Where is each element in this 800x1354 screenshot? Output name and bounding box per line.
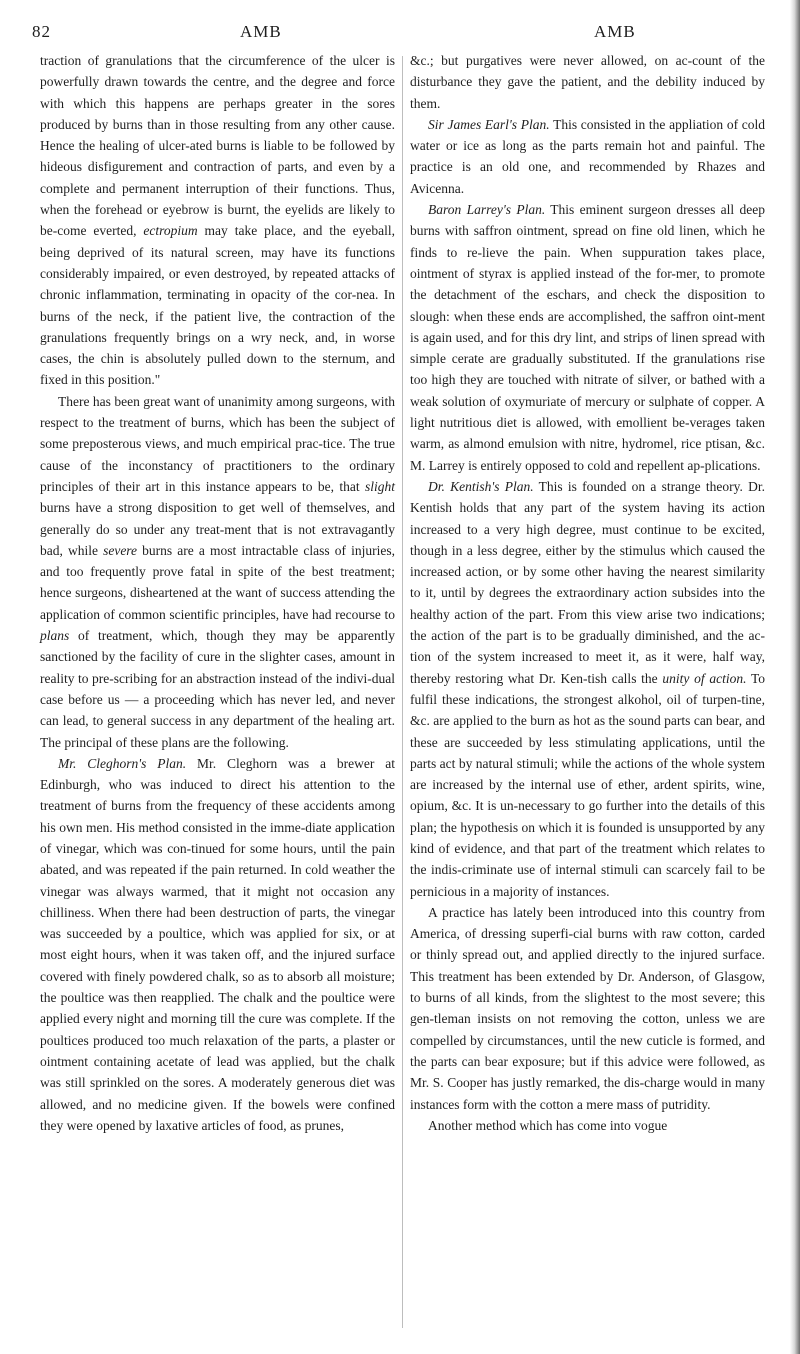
text-run: A practice has lately been introduced into this country from America, of dressing superfi-cial burns with raw cotton, carded or thinly spread out, and applied directly to the injured surface. This treatment has been extended by Dr. Anderson, of Glasgow, to burns of all kinds, from the slightest to the most severe; this gen-tleman insists on not removing the cotton, unless we are compelled by circumstances, until the new cuticle is formed, and the parts can bear exposure; but if this advice were followed, as Mr. S. Cooper has justly remarked, the dis-charge would in many instances form with the cotton a mere mass of putridity. [410,904,765,1112]
italic-text: slight [364,478,395,494]
italic-text: Baron Larrey's Plan. [428,202,546,218]
text-run: Another method which has come into vogue [428,1117,668,1133]
right-text-column [410,50,765,1136]
text-run: This eminent surgeon dresses all deep burns with saffron ointment, spread on fine old linen, which he finds to re-lieve the pain. When suppuration takes place, ointment of styrax is applied instead of the for-mer, to promote the detachment of the eschars, and check the disposition to slough: when these ends are accomplished, the saffron oint-ment is again used, and for this dry lint, and strips of linen spread with simple cerate are gradually substituted. If the granulations rise too high they are touched with nitrate of silver, or bathed with a weak solution of oxymuriate of mercury or sulphate of copper. A light nutritious diet is allowed, with emollient be-verages taken warm, as almond emulsion with nitre, hydromel, rice ptisan, &c. M. Larrey is entirely opposed to cold and repellent ap-plications. [410,202,765,473]
italic-text: Mr. Cleghorn's Plan. [58,755,187,771]
column-divider [402,56,403,1328]
text-run: This is founded on a strange theory. Dr. Kentish holds that any part of the system having its action increased to a very high degree, must continue to be excited, though in a less degree, either by the stimulus which caused the increased action, or by some other having the nearest similarity to it, until by degrees the extraordinary action subsides into the healthy action of the part. From this view arise two indications; the action of the part is to be gradually diminished, and the ac-tion of the system increased to meet it, as it were, half way, thereby restoring what Dr. Ken-tish calls the [410,478,765,686]
text-run: There has been great want of unanimity among surgeons, with respect to the treatment of burns, which has been the subject of some preposterous views, and much empirical prac-tice. The true cause of the inconstancy of practitioners to the ordinary principles of their art in this instance appears to be, that [40,393,395,494]
italic-text: ectropium [143,223,198,239]
running-head-right: AMB [594,22,636,41]
italic-text: severe [103,542,138,558]
page-number: 82 [32,22,51,41]
text-run: To fulfil these indications, the strongest alkohol, oil of turpen-tine, &c. are applied to the burn as hot as the sound parts can bear, and these are succeeded by less stimulating applications, until the parts act by natural stimuli; while the actions of the whole system are increased by the internal use of ether, ardent spirits, wine, opium, &c. It is un-necessary to go further into the details of this plan; the hypothesis on which it is founded is unsupported by any kind of evidence, and that part of the treatment which relates to the indis-criminate use of internal stimuli can scarcely fail to be pernicious in a majority of instances. [410,670,766,899]
italic-text: Dr. Kentish's Plan. [428,478,534,494]
text-run: burns are a most intractable class of injuries, and too frequently prove fatal in spite of the best treatment; hence surgeons, disheartened at the want of success attending the application of common scientific principles, have had recourse to [40,542,395,622]
left-text-column [40,50,395,1136]
paragraph [410,199,765,476]
page-header [32,22,767,52]
text-run: of treatment, which, though they may be apparently sanctioned by the facility of cure in the slighter cases, amount in reality to pre-scribing for an abstraction instead of the indivi-dual case before us — a proceeding which has never led, and never can lead, to general success in any department of the healing art. The principal of these plans are the following. [40,628,395,750]
paragraph [40,391,395,753]
text-run: traction of granulations that the circumference of the ulcer is powerfully drawn towards the centre, and the degree and force with which this happens are perhaps greater in the sores produced by burns than in those resulting from any other cause. Hence the healing of ulcer-ated burns is liable to be followed by hideous disfigurement and contraction of parts, and even by a complete and permanent interruption of their functions. Thus, when the forehead or eyebrow is burnt, the eyelids are likely to be-come everted, [40,53,395,239]
text-run: burns have a strong disposition to get well of themselves, and generally do so under any treat-ment that is not extravagantly bad, while [40,500,395,558]
text-run: &c.; but purgatives were never allowed, on ac-count of the disturbance they gave the patient, and the debility induced by them. [410,53,765,111]
page-edge-shadow [790,0,800,1354]
running-head-left: AMB [240,22,282,41]
paragraph [410,114,765,199]
text-run: may take place, and the eyeball, being deprived of its natural screen, may have its functions considerably impaired, or even destroyed, by repeated attacks of chronic inflammation, terminating in opacity of the cor-nea. In burns of the neck, if the patient live, the contraction of the granulations frequently brings on a wry neck, and, in worse cases, the chin is absolutely pulled down to the sternum, and fixed in this position." [40,223,395,388]
italic-text: Sir James Earl's Plan. [428,116,550,132]
paragraph [410,50,765,114]
paragraph [410,1115,765,1136]
text-run: This consisted in the appliation of cold water or ice as long as the parts remain hot and painful. The practice is an old one, and recommended by Rhazes and Avicenna. [410,116,766,196]
italic-text: unity of action. [662,670,747,686]
text-run: Mr. Cleghorn was a brewer at Edinburgh, who was induced to direct his attention to the treatment of burns from the frequency of these accidents among his own men. His method consisted in the imme-diate application of vinegar, which was con-tinued for some hours, until the pain abated, and was repeated if the pain returned. In cold weather the vinegar was always warmed, that it might not occasion any chilliness. When there had been destruction of parts, the vinegar was succeeded by a poultice, which was applied for six, or at most eight hours, when it was taken off, and the injured surface covered with finely powdered chalk, so as to absorb all moisture; the poultice was then reapplied. The chalk and the poultice were applied every night and morning till the cure was complete. If the poultices produced too much relaxation of the parts, a plaster or ointment containing acetate of lead was applied, but the chalk was still sprinkled on the sores. A moderately generous diet was allowed, and no medicine given. If the bowels were confined they were opened by laxative articles of food, as prunes, [40,755,395,1133]
paragraph [410,902,765,1115]
italic-text: plans [40,628,70,644]
paragraph [410,476,765,902]
paragraph [40,753,395,1136]
paragraph [40,50,395,391]
